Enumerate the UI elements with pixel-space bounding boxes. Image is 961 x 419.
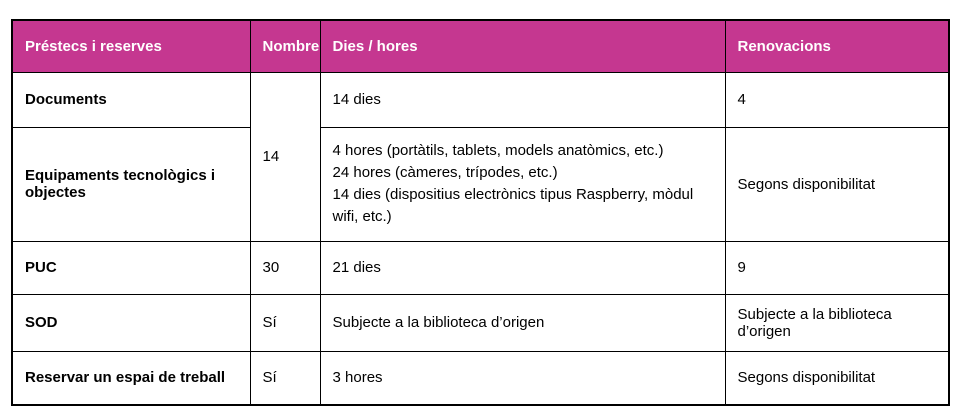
table-row-puc	[12, 241, 949, 294]
reservar-espai-label: Reservar un espai de treball	[12, 351, 250, 405]
equipaments-dies-cell	[320, 127, 725, 241]
equipaments-dies-line-3: 14 dies (dispositius electrònics tipus Raspberry, mòdul wifi, etc.)	[332, 186, 694, 225]
table-row-sod	[12, 294, 949, 351]
sod-renovacions-cell: Subjecte a la biblioteca d’origen	[725, 294, 949, 351]
puc-renovacions-cell: 9	[725, 241, 949, 294]
loans-reservations-table	[11, 19, 950, 406]
puc-dies-cell: 21 dies	[320, 241, 725, 294]
table-row-documents	[12, 72, 949, 127]
equipaments-renovacions-cell: Segons disponibilitat	[725, 127, 949, 241]
equipaments-label: Equipaments tecnològics i objectes	[12, 127, 250, 241]
reservar-espai-renovacions-cell: Segons disponibilitat	[725, 351, 949, 405]
reservar-espai-dies-cell: 3 hores	[320, 351, 725, 405]
sod-dies-cell: Subjecte a la biblioteca d’origen	[320, 294, 725, 351]
documents-dies-cell: 14 dies	[320, 72, 725, 127]
header-row	[12, 20, 949, 72]
puc-nombre-cell: 30	[250, 241, 320, 294]
documents-equipaments-nombre-cell: 14	[250, 72, 320, 241]
table-header	[12, 20, 949, 72]
table-row-reservar-espai	[12, 351, 949, 405]
equipaments-dies-line-2: 24 hores (càmeres, trípodes, etc.)	[332, 164, 558, 181]
equipaments-dies-line-1: 4 hores (portàtils, tablets, models anatòmics, etc.)	[332, 142, 664, 159]
puc-label: PUC	[12, 241, 250, 294]
sod-nombre-cell: Sí	[250, 294, 320, 351]
header-nombre: Nombre	[250, 20, 320, 72]
table-row-equipaments	[12, 127, 949, 241]
header-prestecs-i-reserves: Préstecs i reserves	[12, 20, 250, 72]
header-renovacions: Renovacions	[725, 20, 949, 72]
sod-label: SOD	[12, 294, 250, 351]
documents-renovacions-cell: 4	[725, 72, 949, 127]
reservar-espai-nombre-cell: Sí	[250, 351, 320, 405]
documents-label: Documents	[12, 72, 250, 127]
header-dies-hores: Dies / hores	[320, 20, 725, 72]
table-body	[12, 72, 949, 405]
